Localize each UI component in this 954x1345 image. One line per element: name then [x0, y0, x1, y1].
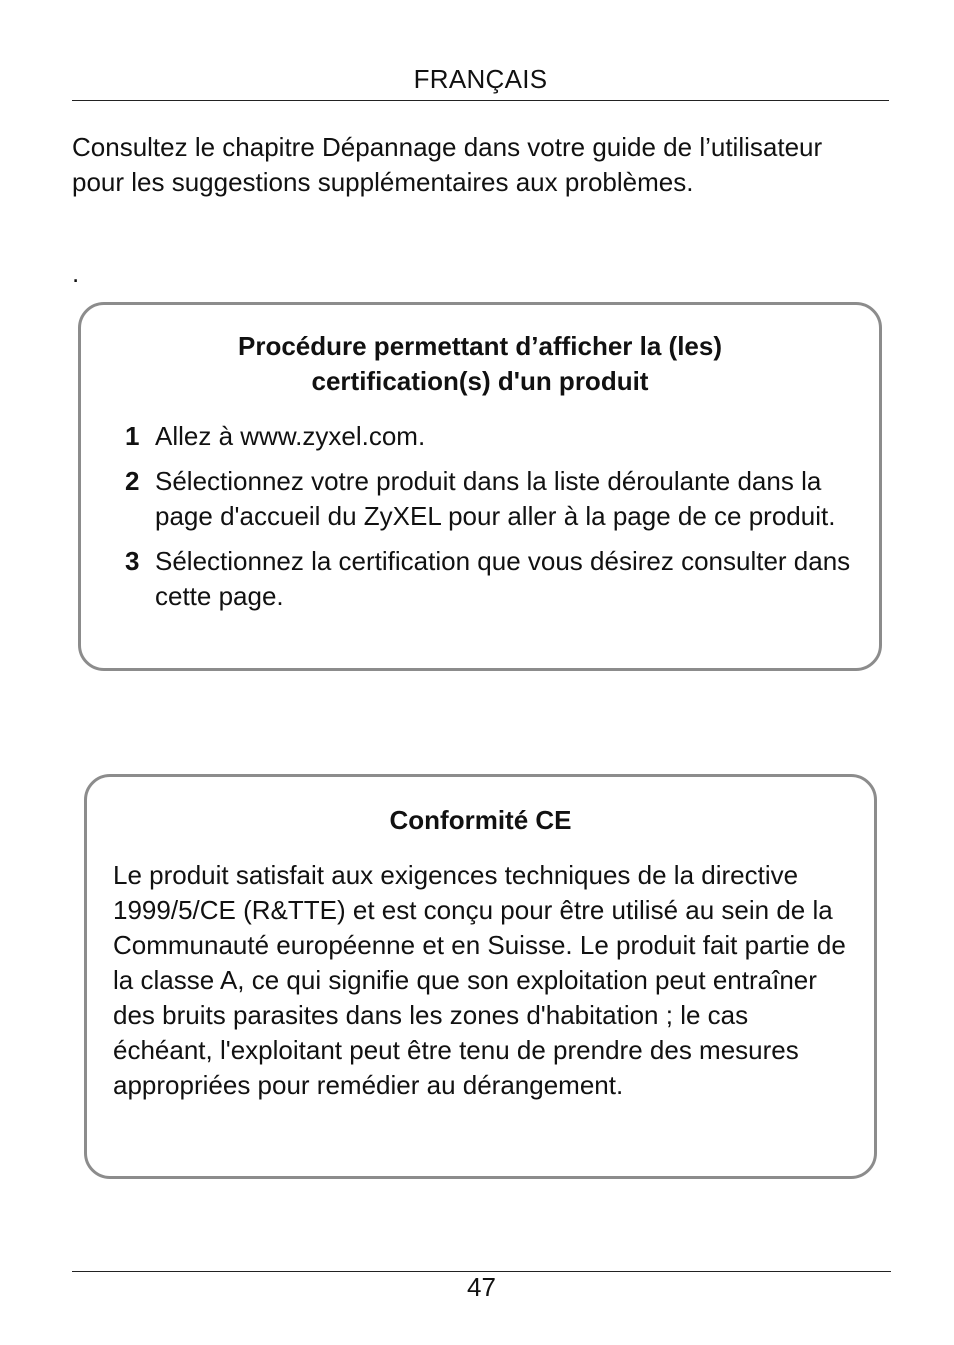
step-text: Sélectionnez la certification que vous désirez consulter dans cette page.: [155, 546, 851, 611]
step-number: 1: [125, 421, 140, 451]
certification-procedure-title: [81, 329, 879, 399]
page-number: 47: [467, 1272, 496, 1302]
step-item-1: [125, 419, 860, 454]
ce-conformity-text: Le produit satisfait aux exigences techniques de la directive 1999/5/CE (R&TTE) et est conçu pour être utilisé au sein de la Communauté européenne et en Suisse. Le produit fait partie de la classe A, ce qui signifie que son exploitation peut entraîner des bruits parasites dans les zones d'habitation ; le cas échéant, l'exploitant peut être tenu de prendre des mesures appropriées pour remédier au dérangement.: [113, 860, 846, 1100]
step-number: 2: [125, 466, 140, 496]
step-text: Sélectionnez votre produit dans la liste déroulante dans la page d'accueil du ZyXEL pour aller à la page de ce produit.: [155, 466, 836, 531]
page-header-language: FRANÇAIS: [413, 64, 548, 94]
certification-steps-list: [125, 419, 860, 624]
certification-title-line-2: certification(s) d'un produit: [311, 366, 649, 396]
step-item-3: [125, 544, 860, 614]
step-text: Allez à www.zyxel.com.: [155, 421, 426, 451]
step-item-2: [125, 464, 860, 534]
header-divider: [72, 100, 889, 101]
step-number: 3: [125, 546, 140, 576]
ce-conformity-box: [84, 774, 877, 1179]
certification-procedure-box: [78, 302, 882, 671]
intro-paragraph: Consultez le chapitre Dépannage dans votre guide de l’utilisateur pour les suggestions supplémentaires aux problèmes.: [72, 132, 823, 197]
ce-conformity-title: Conformité CE: [389, 805, 572, 835]
stray-dot: .: [72, 258, 80, 288]
certification-title-line-1: Procédure permettant d’afficher la (les): [237, 331, 723, 361]
